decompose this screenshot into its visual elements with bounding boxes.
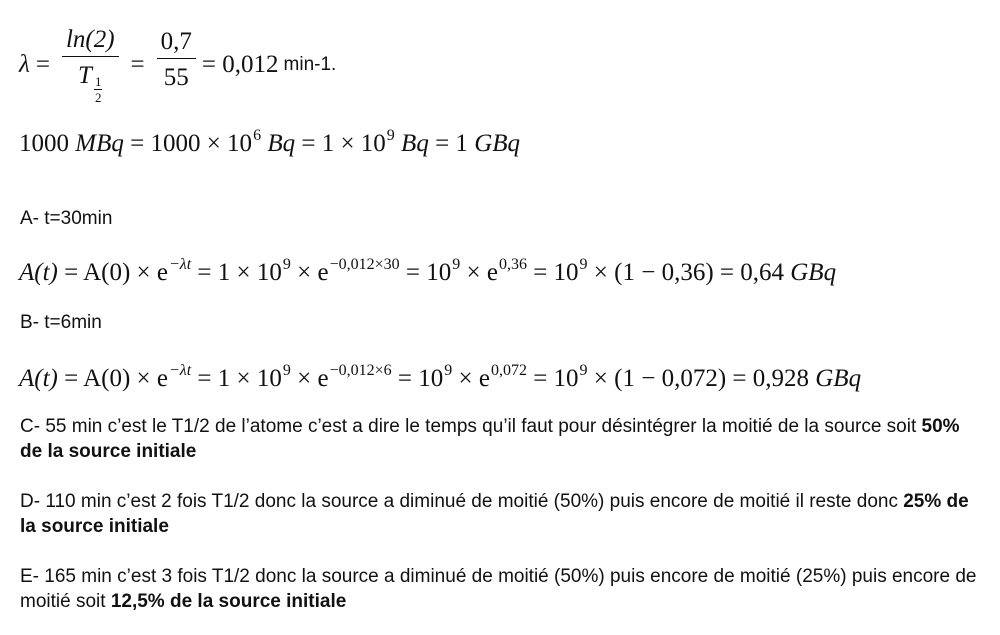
half-subscript: $\frac{1}{2}$ xyxy=(94,73,102,105)
activity-conversion-formula: 1000 MBq = $1000 \times 10^6$ $Bq = 1 \times 10^9$ Bq = 1 GBq xyxy=(19,127,521,157)
lambda-formula xyxy=(19,20,336,110)
case-d-conclusion: 25% de la source initiale xyxy=(20,491,969,537)
case-e-paragraph: E- 165 min c’est 3 fois T1/2 donc la source a diminué de moitié (50%) puis encore de moitié (25%) puis encore de moitié soit 12,5% de la source initiale xyxy=(20,566,977,612)
case-b-label: B- t=6min xyxy=(20,312,102,333)
lambda-unit: min-1. xyxy=(283,54,337,75)
case-c-conclusion: 50% de la source initiale xyxy=(20,416,960,462)
fraction-ln2-over-half-life xyxy=(62,25,119,105)
fraction-denominator: T xyxy=(78,61,92,89)
case-d-paragraph: D- 110 min c’est 2 fois T1/2 donc la source a diminué de moitié (50%) puis encore de moitié il reste donc 25% de la source initiale xyxy=(20,491,969,537)
lambda-result: = 0,012 xyxy=(201,51,279,78)
fraction-numerator: 0,7 xyxy=(157,29,196,59)
lambda-symbol: λ xyxy=(19,51,30,78)
equals-sign: = xyxy=(35,51,50,78)
equals-sign: = xyxy=(130,51,145,78)
case-c-paragraph: C- 55 min c’est le T1/2 de l’atome c’est a dire le temps qu’il faut pour désintégrer la moitié de la source soit 50% de la source initiale xyxy=(20,416,960,462)
fraction-denominator: 55 xyxy=(163,63,189,91)
case-a-formula: $A(t) = A(0) \times e^{-\lambda t} = 1 \times 10^9 \times e^{-0,012\times 30} = 10^9 \times e^{0,36} = 10^9 \times (1 - 0,36) = 0,64$ GBq xyxy=(19,256,837,286)
case-a-label: A- t=30min xyxy=(20,208,113,229)
case-b-formula: $A(t) = A(0) \times e^{-\lambda t} = 1 \times 10^9 \times e^{-0,012\times 6} = 10^9 \times e^{0,072} = 10^9 \times (1 - 0,072) = 0,928$ GBq xyxy=(19,362,862,392)
fraction-numerator: ln(2) xyxy=(65,25,115,53)
case-e-conclusion: 12,5% de la source initiale xyxy=(110,591,347,612)
fraction-0.7-over-55 xyxy=(157,29,196,90)
